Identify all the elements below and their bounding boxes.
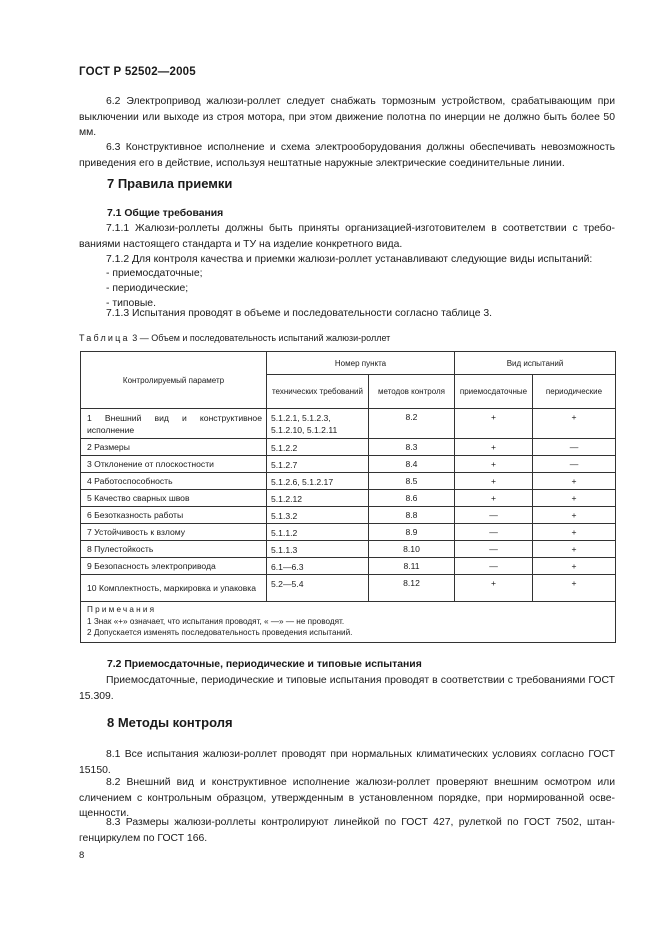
cell-method: 8.10	[369, 541, 455, 558]
paragraph-6-2: 6.2 Электропривод жалюзи-роллет следует снабжать тормозным устройством, срабатывающим при выключении или выходе из строя мотора, при этом движение полотна по инерции не должно быть более 50 мм.	[79, 96, 615, 138]
list-item-type: - типовые.	[106, 298, 156, 309]
header-test-types: Вид испытаний	[455, 352, 616, 375]
cell-periodic: +	[533, 541, 616, 558]
cell-param: 1 Внешний вид и конструктивное исполнение	[81, 409, 267, 439]
cell-method: 8.5	[369, 473, 455, 490]
cell-method: 8.3	[369, 439, 455, 456]
paragraph-7-2: Приемосдаточные, периодические и типовые испытания проводят в соответствии с требованиями ГОСТ 15.309.	[79, 675, 615, 702]
cell-param: 4 Работоспособность	[81, 473, 267, 490]
tests-table	[80, 351, 616, 643]
cell-periodic: +	[533, 490, 616, 507]
cell-method: 8.6	[369, 490, 455, 507]
cell-param: 7 Устойчивость к взлому	[81, 524, 267, 541]
paragraph-7-1-2: 7.1.2 Для контроля качества и приемки жалюзи-роллет устанавливают следующие виды испытаний:	[106, 254, 593, 265]
paragraph-8-1: 8.1 Все испытания жалюзи-роллет проводят при нормальных климатических условиях согласно ГОСТ 15150.	[79, 749, 615, 776]
cell-param: 3 Отклонение от плоскостности	[81, 456, 267, 473]
section-7-2-title: 7.2 Приемосдаточные, периодические и типовые испытания	[107, 659, 422, 670]
header-point-number: Номер пункта	[267, 352, 455, 375]
subheader-periodic: периодические	[533, 375, 616, 409]
cell-acceptance: +	[455, 409, 533, 439]
table-row	[81, 558, 616, 575]
table-caption-word: Таблица	[79, 333, 130, 343]
cell-acceptance: +	[455, 490, 533, 507]
cell-param: 2 Размеры	[81, 439, 267, 456]
cell-tech: 5.1.2.1, 5.1.2.3, 5.1.2.10, 5.1.2.11	[267, 409, 369, 439]
subheader-tech-requirements: технических требований	[267, 375, 369, 409]
cell-acceptance: +	[455, 439, 533, 456]
cell-acceptance: —	[455, 524, 533, 541]
table-row	[81, 524, 616, 541]
list-item-periodic: - периодические;	[106, 283, 189, 294]
cell-acceptance: —	[455, 507, 533, 524]
section-8-title: 8 Методы контроля	[107, 715, 233, 730]
cell-periodic: +	[533, 507, 616, 524]
header-parameter: Контролируемый параметр	[81, 352, 267, 409]
cell-acceptance: —	[455, 558, 533, 575]
notes-title: Примечания	[87, 605, 157, 614]
table-row	[81, 456, 616, 473]
paragraph-7-1-1: 7.1.1 Жалюзи-роллеты должны быть приняты организацией-изготовителем в соответствии с требованиями настоящего стандарта и ТУ на изделие конкретного вида.	[79, 223, 615, 250]
table-row	[81, 473, 616, 490]
cell-method: 8.8	[369, 507, 455, 524]
cell-periodic: +	[533, 524, 616, 541]
paragraph-8-3: 8.3 Размеры жалюзи-роллеты контролируют линейкой по ГОСТ 427, рулеткой по ГОСТ 7502, штангенциркулем по ГОСТ 166.	[79, 817, 615, 844]
table-row	[81, 507, 616, 524]
section-7-title: 7 Правила приемки	[107, 176, 233, 191]
cell-tech: 5.1.1.3	[267, 541, 369, 558]
cell-periodic: —	[533, 456, 616, 473]
cell-param: 5 Качество сварных швов	[81, 490, 267, 507]
cell-tech: 5.1.3.2	[267, 507, 369, 524]
table-row	[81, 575, 616, 602]
cell-periodic: +	[533, 575, 616, 602]
note-2: 2 Допускается изменять последовательность проведения испытаний.	[87, 628, 353, 637]
list-item-acceptance: - приемосдаточные;	[106, 268, 203, 279]
table-caption-text: 3 — Объем и последовательность испытаний жалюзи-роллет	[129, 333, 391, 343]
cell-periodic: +	[533, 558, 616, 575]
table-notes	[81, 602, 616, 643]
cell-method: 8.11	[369, 558, 455, 575]
table-row	[81, 439, 616, 456]
cell-periodic: +	[533, 473, 616, 490]
cell-tech: 5.1.1.2	[267, 524, 369, 541]
subheader-control-methods: методов контроля	[369, 375, 455, 409]
cell-method: 8.9	[369, 524, 455, 541]
cell-acceptance: +	[455, 575, 533, 602]
cell-param: 9 Безопасность электропривода	[81, 558, 267, 575]
note-1: 1 Знак «+» означает, что испытания проводят, « —» — не проводят.	[87, 616, 345, 626]
cell-tech: 5.2—5.4	[267, 575, 369, 602]
document-header: ГОСТ Р 52502—2005	[79, 66, 196, 78]
cell-method: 8.2	[369, 409, 455, 439]
cell-tech: 5.1.2.6, 5.1.2.17	[267, 473, 369, 490]
cell-param: 8 Пулестойкость	[81, 541, 267, 558]
paragraph-7-1-3: 7.1.3 Испытания проводят в объеме и последовательности согласно таблице 3.	[106, 308, 493, 319]
paragraph-8-2: 8.2 Внешний вид и конструктивное исполнение жалюзи-роллет проверяют внешним осмотром или сличением с контрольным образцом, утвержденным в установленном порядке, при нормированной освещенности.	[79, 777, 615, 819]
cell-periodic: —	[533, 439, 616, 456]
table-row	[81, 490, 616, 507]
cell-tech: 5.1.2.7	[267, 456, 369, 473]
cell-acceptance: +	[455, 456, 533, 473]
cell-acceptance: —	[455, 541, 533, 558]
cell-param: 10 Комплектность, маркировка и упаковка	[81, 575, 267, 602]
cell-tech: 5.1.2.2	[267, 439, 369, 456]
page-number: 8	[79, 850, 85, 861]
section-7-1-title: 7.1 Общие требования	[107, 208, 224, 219]
cell-method: 8.4	[369, 456, 455, 473]
table-row	[81, 409, 616, 439]
cell-param: 6 Безотказность работы	[81, 507, 267, 524]
cell-acceptance: +	[455, 473, 533, 490]
subheader-acceptance: приемосдаточные	[455, 375, 533, 409]
table-row	[81, 541, 616, 558]
paragraph-6-3: 6.3 Конструктивное исполнение и схема электрооборудования должны обеспечивать невозможность приведения его в действие, используя нештатные наружные электрические соединительные линии.	[79, 142, 615, 169]
cell-method: 8.12	[369, 575, 455, 602]
table-caption	[79, 333, 390, 343]
cell-periodic: +	[533, 409, 616, 439]
cell-tech: 5.1.2.12	[267, 490, 369, 507]
cell-tech: 6.1—6.3	[267, 558, 369, 575]
